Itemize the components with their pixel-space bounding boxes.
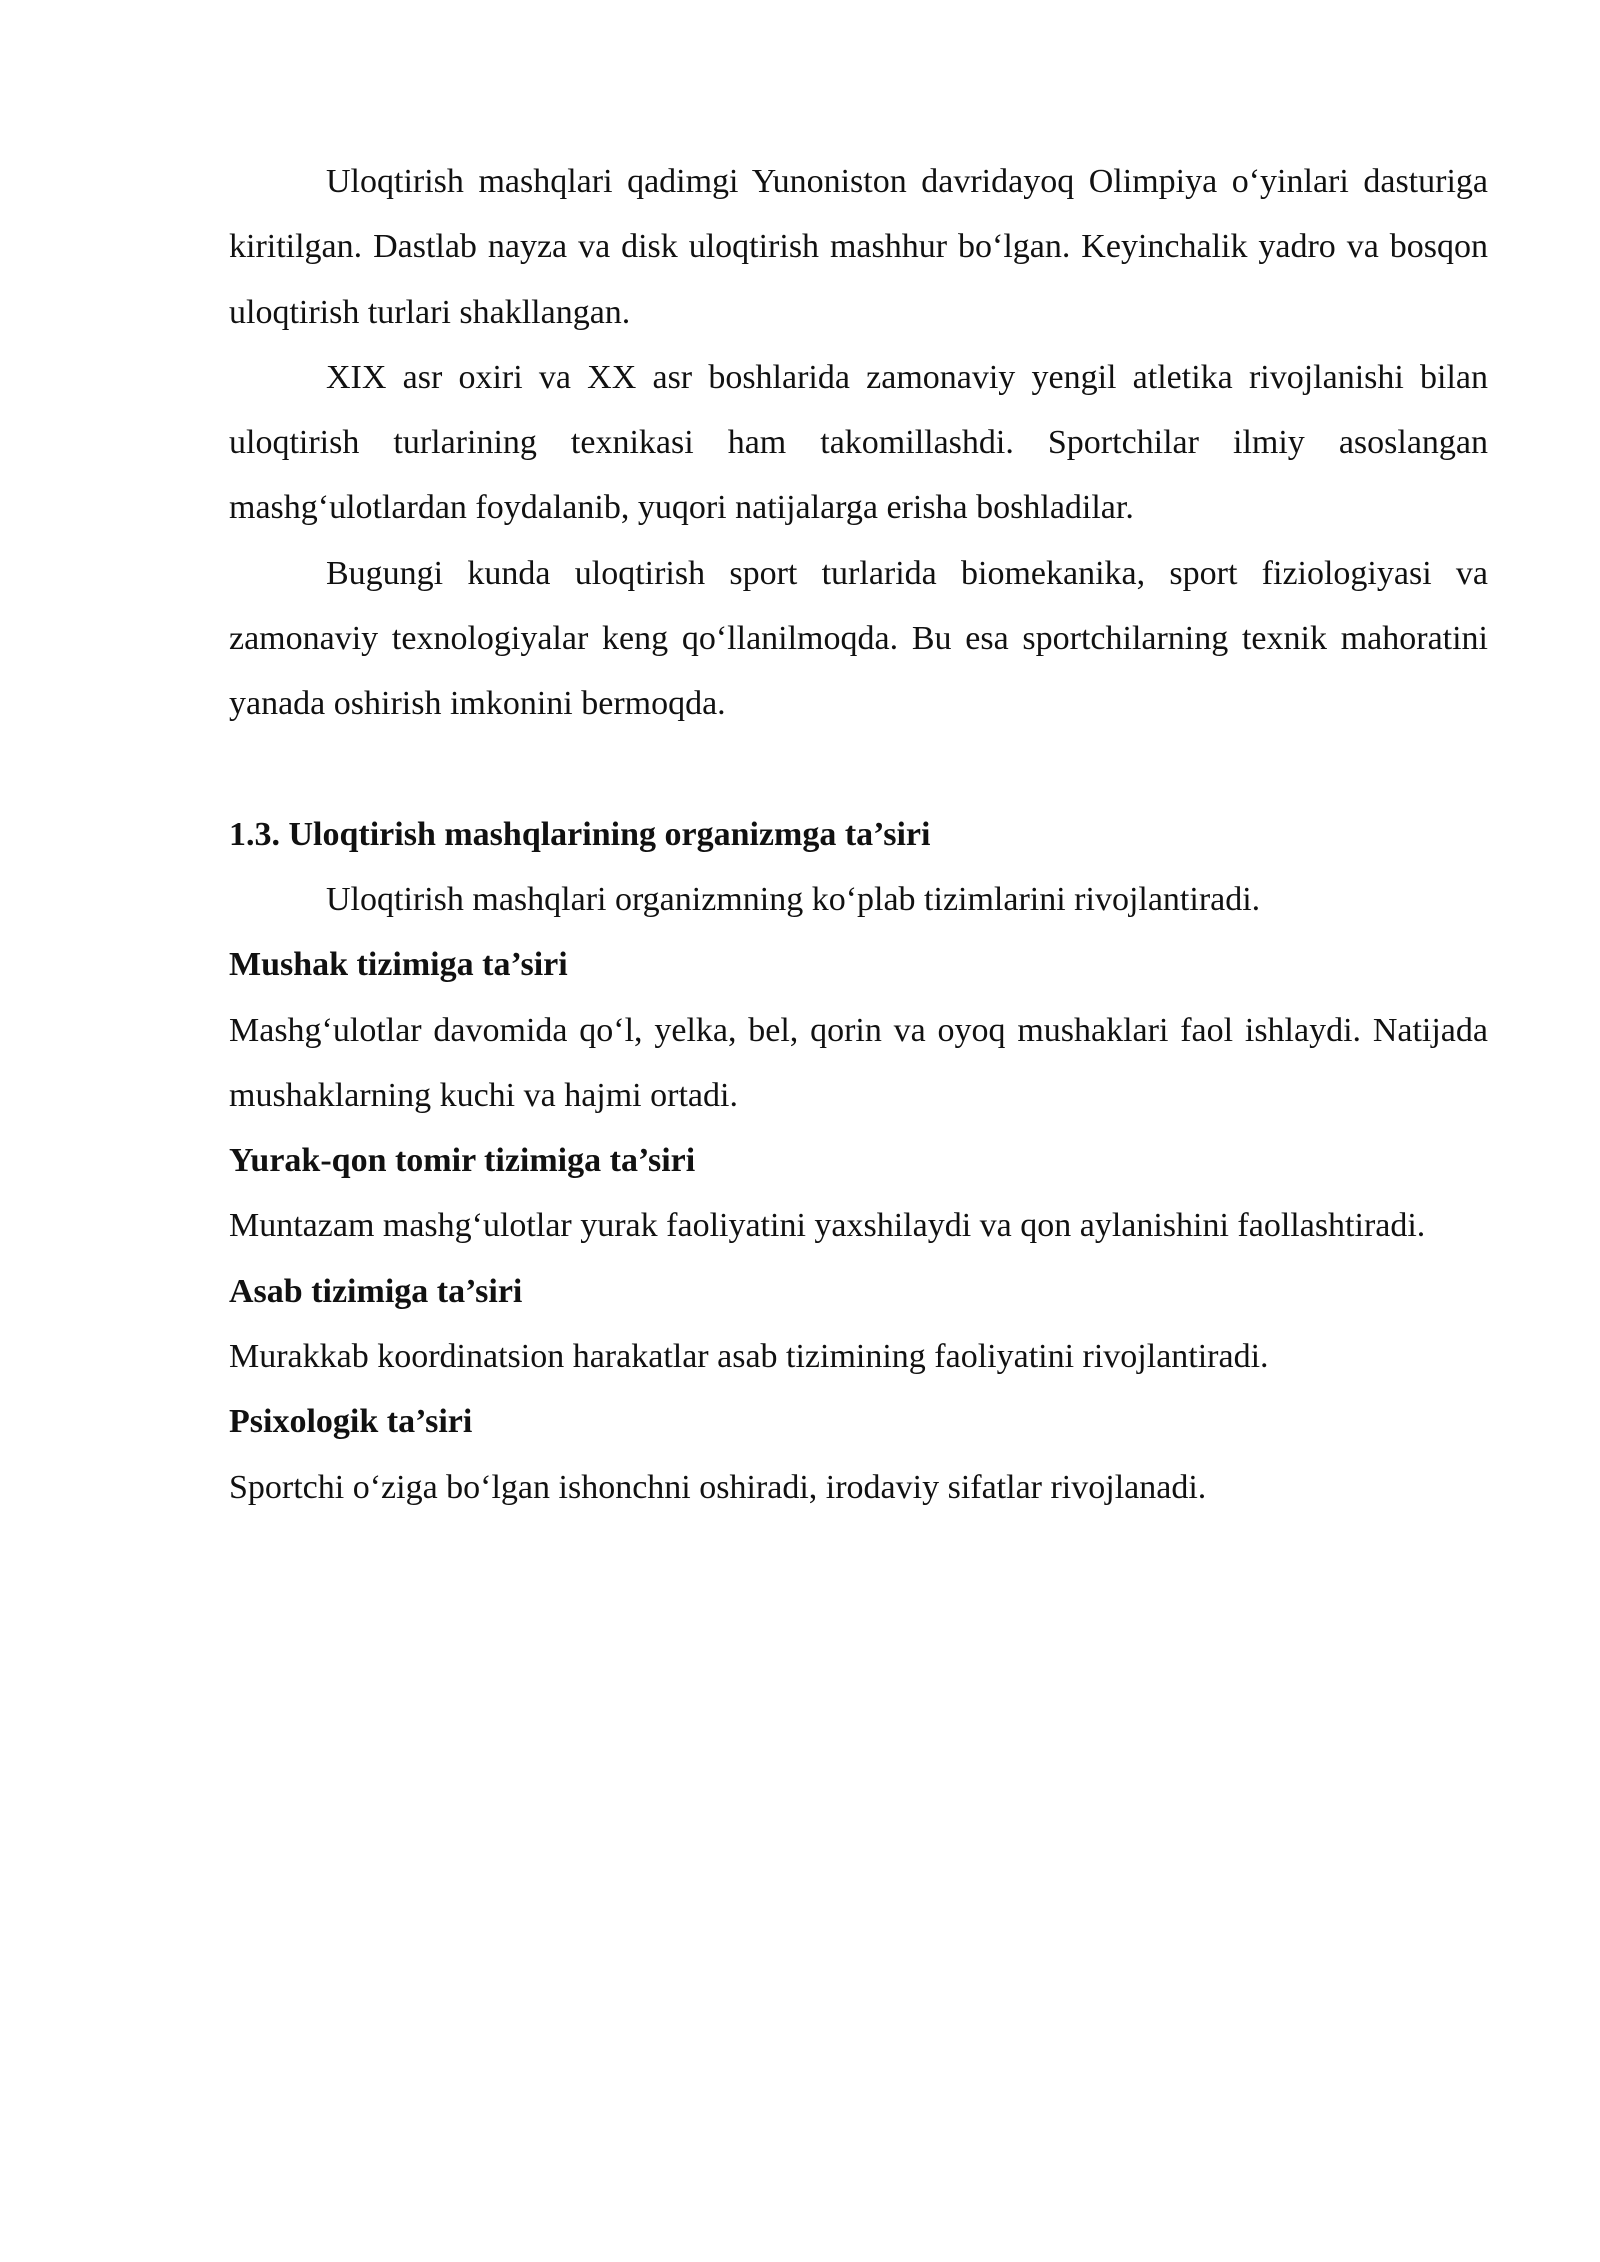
document-page (229, 149, 1488, 1520)
subsection-heading-psychological: Psixologik ta’siri (229, 1403, 473, 1441)
section-heading: 1.3. Uloqtirish mashqlarining organizmga ta’siri (229, 815, 931, 853)
subsection-text-psychological: Sportchi o‘ziga bo‘lgan ishonchni oshiradi, irodaviy sifatlar rivojlanadi. (229, 1468, 1207, 1506)
intro-paragraph-3: Bugungi kunda uloqtirish sport turlarida biomekanika, sport fiziologiyasi va zamonaviy texnologiyalar keng qo‘llanilmoqda. Bu esa sportchilarning texnik mahoratini yanada oshirish imkonini bermoqda. (229, 554, 1488, 723)
subsection-heading-cardiovascular: Yurak-qon tomir tizimiga ta’siri (229, 1142, 696, 1180)
subsection-text-muscular: Mashg‘ulotlar davomida qo‘l, yelka, bel, qorin va oyoq mushaklari faol ishlaydi. Natijada mushaklarning kuchi va hajmi ortadi. (229, 1011, 1488, 1114)
section-spacer (229, 737, 1488, 802)
intro-paragraph-2: XIX asr oxiri va XX asr boshlarida zamonaviy yengil atletika rivojlanishi bilan uloqtirish turlarining texnikasi ham takomillashdi. Sportchilar ilmiy asoslangan mashg‘ulotlardan foydalanib, yuqori natijalarga erisha boshladilar. (229, 358, 1488, 527)
subsection-text-nervous: Murakkab koordinatsion harakatlar asab tizimining faoliyatini rivojlantiradi. (229, 1338, 1269, 1376)
subsection-text-cardiovascular: Muntazam mashg‘ulotlar yurak faoliyatini yaxshilaydi va qon aylanishini faollashtiradi. (229, 1207, 1426, 1245)
section-intro-paragraph: Uloqtirish mashqlari organizmning ko‘plab tizimlarini rivojlantiradi. (326, 880, 1261, 918)
intro-paragraph-1: Uloqtirish mashqlari qadimgi Yunoniston davridayoq Olimpiya o‘yinlari dasturiga kiritilgan. Dastlab nayza va disk uloqtirish mashhur bo‘lgan. Keyinchalik yadro va bosqon uloqtirish turlari shakllangan. (229, 163, 1488, 331)
subsection-heading-muscular: Mushak tizimiga ta’siri (229, 946, 568, 984)
subsection-heading-nervous: Asab tizimiga ta’siri (229, 1272, 523, 1310)
